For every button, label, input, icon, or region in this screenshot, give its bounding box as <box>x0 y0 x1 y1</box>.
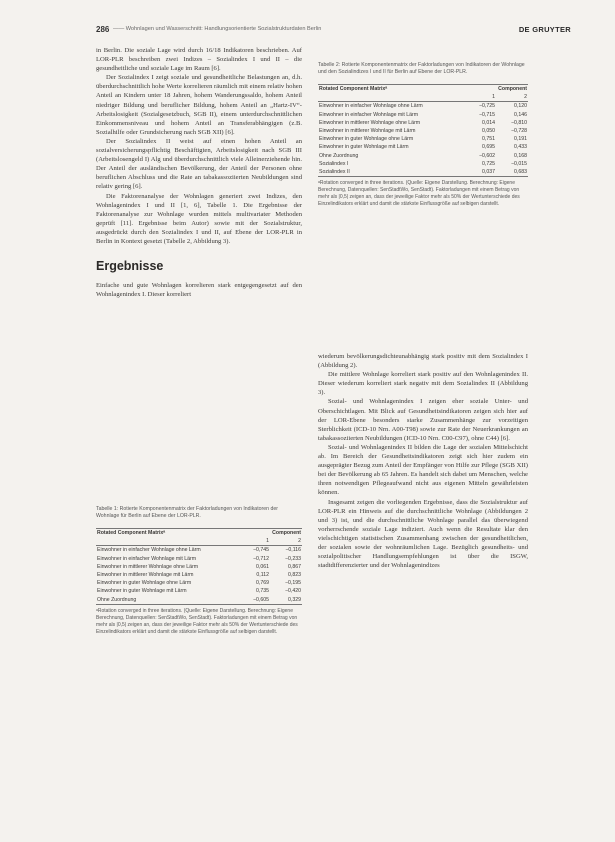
running-title: —— Wohnlagen und Wasserschnitt: Handlungsorientierte Sozialstrukturdaten Berlin <box>113 26 322 32</box>
right-column <box>318 352 528 570</box>
table-footnote: ᵃRotation converged in three iterations. (Quelle: Eigene Darstellung. Berechnung: Eigene Berechnung, Datenquellen: SenStadtWo, SenStadt). Faktorladungen mit einem Betrag von mehr als |0,5| zeigen an, dass der jeweilige Faktor mehr als 50% der Wertunterschiede des Einzelindikators erklärt und damit die stärkste Einflussgröße auf selbigen darstellt. <box>96 607 298 635</box>
table-row: Ohne Zuordnung −0,602 0,168 <box>319 152 527 159</box>
body-paragraph: Sozial- und Wohnlagenindex I zeigen eher soziale Unter- und Oberschichtlagen. Mit Blick auf Gesundheitsindikatoren zeigen sich hier auf der LOR-Ebene besonders starke Zusammenhänge zur vorzeitigen Sterblichkeit (ICD-10 Nrn. A00-T98) sowie zur Rate der Neuerkrankungen an tabakassoziierten Neubildungen (ICD-10 Nrn. C00-C97), ohne C44) [6]. <box>318 398 528 442</box>
table-row: Einwohner in guter Wohnlage ohne Lärm 0,751 0,191 <box>319 136 527 143</box>
table-row: Einwohner in einfacher Wohnlage mit Lärm −0,712 −0,233 <box>97 555 301 562</box>
table-col-label: 2 <box>496 93 528 102</box>
table-row: Einwohner in einfacher Wohnlage mit Lärm −0,715 0,146 <box>319 111 527 118</box>
table-row: Einwohner in einfacher Wohnlage ohne Lärm −0,725 0,120 <box>319 103 527 110</box>
table-row: Einwohner in einfacher Wohnlage ohne Lärm −0,745 −0,116 <box>97 547 301 554</box>
table-row: Ohne Zuordnung −0,605 0,329 <box>97 596 301 603</box>
table-row: Einwohner in mittlerer Wohnlage mit Lärm 0,112 0,823 <box>97 572 301 579</box>
table-row: Einwohner in mittlerer Wohnlage ohne Lärm 0,014 −0,810 <box>319 119 527 126</box>
body-paragraph: Der Sozialindex I zeigt soziale und gesundheitliche Belastungen an, d.h. überdurchschnittlich hohe Werte korrelieren räumlich mit einem relativ hohen Anteil an Kindern unter 18 Jahren, hohem Wanderungssaldo, hohem Anteil niedriger Bildung und beruflicher Bildung, hohem Anteil an „Hartz-IV“-Arbeitslosigkeit (Sozialgesetzbuch, SGB II), einem unterdurchschnittlichen Einkommensniveau und hohem Anteil an Transferabhängigen (z.B. Sozialhilfe oder Grundsicherung nach SGB XII) [6]. <box>96 74 302 136</box>
publisher-logo: DE GRUYTER <box>518 25 571 34</box>
body-paragraph: Insgesamt zeigen die vorliegenden Ergebnisse, dass die Sozialstruktur auf LOR-PLR ein Hinweis auf die durchschnittliche Wohnlage (Abbildungen 2 und 3) ist, und die durchschnittliche Wohnlage parallel das überwiegend vorherrschende soziale Lage indiziert. Auch wenn die Resultate klar den vielschichtigen statistischen Zusammenhang zwischen der gesundheitlichen, der sozialen sowie der wohnräumlichen Lage. Bezüglich gesundheits- und sozialpolitischer Handlungsempfehlungen ist über die ISGW, stadtdifferenzierter und der Wohnlagenindizes <box>318 498 528 570</box>
body-paragraph: Die mittlere Wohnlage korreliert stark positiv auf den Wohnlagenindex II. Dieser wiederum korreliert stark negativ mit dem Sozialindex II (Abbildung 3). <box>318 371 528 397</box>
table-row: Einwohner in mittlerer Wohnlage ohne Lärm 0,061 0,867 <box>97 563 301 570</box>
body-paragraph: Der Sozialindex II weist auf einen hohen Anteil an sozialversicherungspflichtig Beschäftigten, Arbeitslosigkeit nach SGB III (Arbeitslosengeld I) Alg und überdurchschnittlich viele Alleinerziehende hin. Der Anteil der ausländischen Bevölkerung, der Anteil der Personen ohne beruflichen Abschluss und die Rate an tabakassoziierten Neubildungen sind relativ gering [6]. <box>96 137 302 191</box>
body-paragraph: in Berlin. Die soziale Lage wird durch 16/18 Indikatoren beschrieben. Auf LOR-PLR beschreiben zwei Indizes – Sozialindex I und II – die gesundheitliche und soziale Lage im Raum [6]. <box>96 47 302 73</box>
table-1 <box>96 528 302 636</box>
table-2 <box>318 84 528 208</box>
table-col-label: 2 <box>270 537 302 546</box>
table-footnote: ᵃRotation converged in three iterations. (Quelle: Eigene Darstellung. Berechnung: Eigene Berechnung, Datenquellen: SenStadtWo, SenStadt). Faktorladungen mit einem Betrag von mehr als |0,5| zeigen an, dass der jeweilige Faktor mehr als 50% der Wertunterschiede des Einzelindikators erklärt und damit die stärkste Einflussgröße auf selbigen darstellt. <box>318 180 520 208</box>
table-header-label: Rotated Component Matrixᵃ <box>318 85 464 94</box>
body-paragraph: Sozial- und Wohnlagenindex II bilden die Lage der sozialen Mittelschicht ab. Im Bereich der Gesundheitsindikatoren zeigt sich hier zudem ein ausgeprägter Bezug zum Anteil der Empfänger von Hilfe zur Pflege (SGB XII) bei der Bevölkerung ab 65 Jahren. Es handelt sich dabei um Menschen, welche ihren notwendigen Pflegeaufwand nicht aus eigenen Mitteln gewährleisten können. <box>318 443 528 497</box>
table-col-label: 1 <box>464 93 496 102</box>
table-1-block <box>96 506 302 636</box>
page-number: 286 <box>96 25 110 34</box>
table-2-block <box>318 62 528 208</box>
table-row: Einwohner in guter Wohnlage mit Lärm 0,735 −0,420 <box>97 588 301 595</box>
table-row: Einwohner in mittlerer Wohnlage mit Lärm 0,050 −0,728 <box>319 128 527 135</box>
body-paragraph: Einfache und gute Wohnlagen korrelieren stark entgegengesetzt auf den Wohnlagenindex I. Dieser korreliert <box>96 282 302 299</box>
table-row: Sozialindex I 0,725 −0,015 <box>319 160 527 167</box>
table-caption: Tabelle 2: Rotierte Komponentenmatrix der Faktorladungen von Indikatoren der Wohnlage und den Sozialindizes I und II für Berlin auf Ebene der LOR-PLR. <box>318 62 525 75</box>
table-caption: Tabelle 1: Rotierte Komponentenmatrix der Faktorladungen von Indikatoren der Wohnlage für Berlin auf Ebene der LOR-PLR. <box>96 506 278 519</box>
table-row: Einwohner in guter Wohnlage mit Lärm 0,695 0,433 <box>319 144 527 151</box>
table-header-component: Component <box>270 529 302 538</box>
running-header <box>96 25 571 37</box>
body-paragraph: wiederum bevölkerungsdichteunabhängig stark positiv mit dem Sozialindex I (Abbildung 2). <box>318 353 528 370</box>
body-paragraph: Die Faktorenanalyse der Wohnlagen generiert zwei Indizes, den Wohnlagenindex I und II [1, 6], Tabelle 1. Die Ergebnisse der Faktorenanalyse zur Wohnlage wurden mittels multivariater Methoden geprüft [11]. Ergebnisse beim Autor) sowie mit der Sozialstruktur, ausgedrückt durch den Sozialindex I und II, auf Ebene der LOR-PLR in Berlin in Kontext gesetzt (Tabelle 2, Abbildung 3). <box>96 192 302 245</box>
table-header-label: Rotated Component Matrixᵃ <box>96 529 238 538</box>
table-row: Sozialindex II 0,037 0,683 <box>319 168 527 175</box>
section-heading: Ergebnisse <box>96 259 164 274</box>
left-column <box>96 46 302 299</box>
table-header-component: Component <box>496 85 528 94</box>
table-row: Einwohner in guter Wohnlage ohne Lärm 0,769 −0,195 <box>97 580 301 587</box>
table-col-label: 1 <box>238 537 270 546</box>
